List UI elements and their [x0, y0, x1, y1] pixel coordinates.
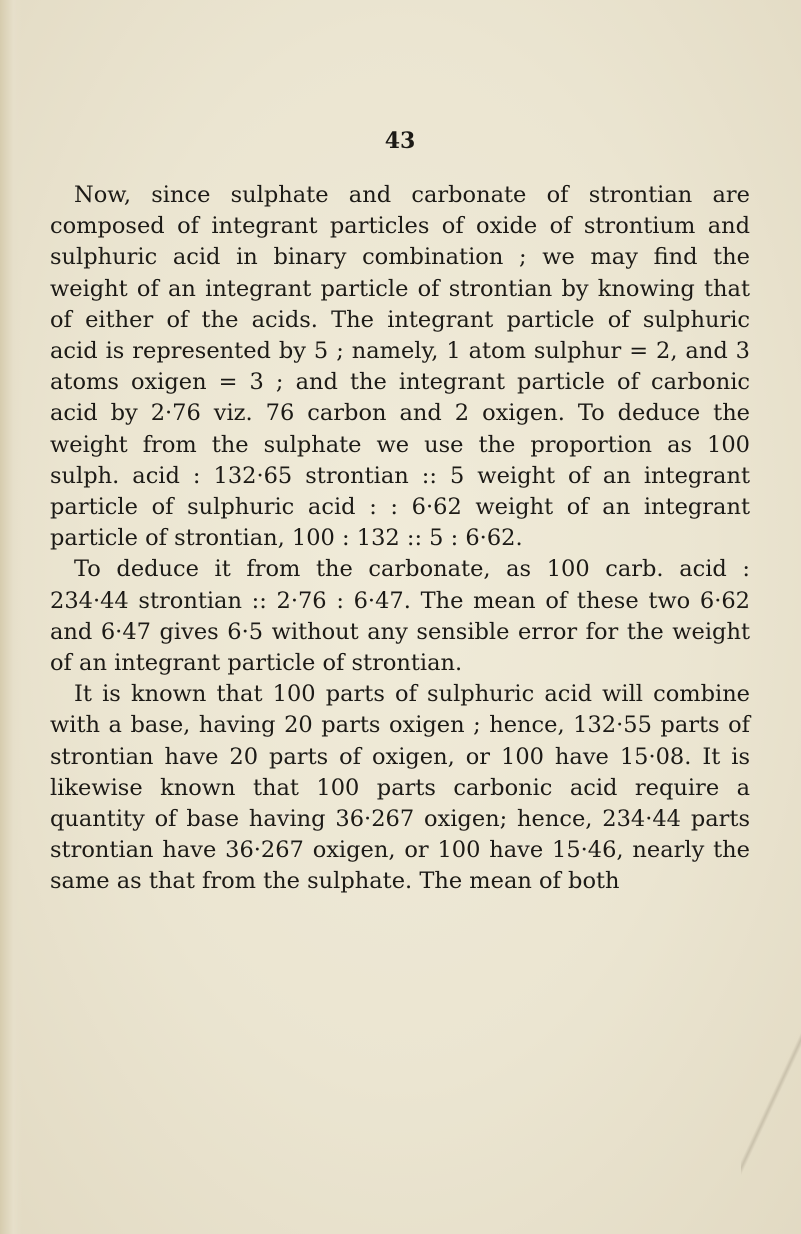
page-fold-mark: [741, 974, 801, 1234]
paragraph-sulphate: Now, since sulphate and carbonate of strontian are composed of integrant particles of oxide of strontium and sulphuric acid in binary combination ; we may find the weight of an integrant particle of strontian by knowing that of either of the acids. The integrant particle of sulphuric acid is represented by 5 ; namely, 1 atom sulphur = 2, and 3 atoms oxigen = 3 ; and the integrant particle of carbonic acid by 2·76 viz. 76 carbon and 2 oxigen. To deduce the weight from the sulphate we use the proportion as 100 sulph. acid : 132·65 strontian :: 5 weight of an integrant particle of sulphuric acid : : 6·62 weight of an integrant particle of strontian, 100 : 132 :: 5 : 6·62.: [50, 182, 750, 552]
paragraph-oxigen: It is known that 100 parts of sulphuric acid will combine with a base, having 20 parts oxigen ; hence, 132·55 parts of strontian have 20 parts of oxigen, or 100 have 15·08. It is likewise known that 100 parts carbonic acid require a quantity of base having 36·267 oxigen; hence, 234·44 parts strontian have 36·267 oxigen, or 100 have 15·46, nearly the same as that from the sulphate. The mean of both: [50, 681, 750, 895]
paragraph-carbonate: To deduce it from the carbonate, as 100 carb. acid : 234·44 strontian :: 2·76 : 6·47. The mean of these two 6·62 and 6·47 gives 6·5 without any sensible error for the weight of an integrant particle of strontian.: [50, 556, 750, 677]
page-number: 43: [384, 128, 416, 154]
body-text: [50, 180, 750, 898]
page-gutter-shadow: [0, 0, 22, 1234]
